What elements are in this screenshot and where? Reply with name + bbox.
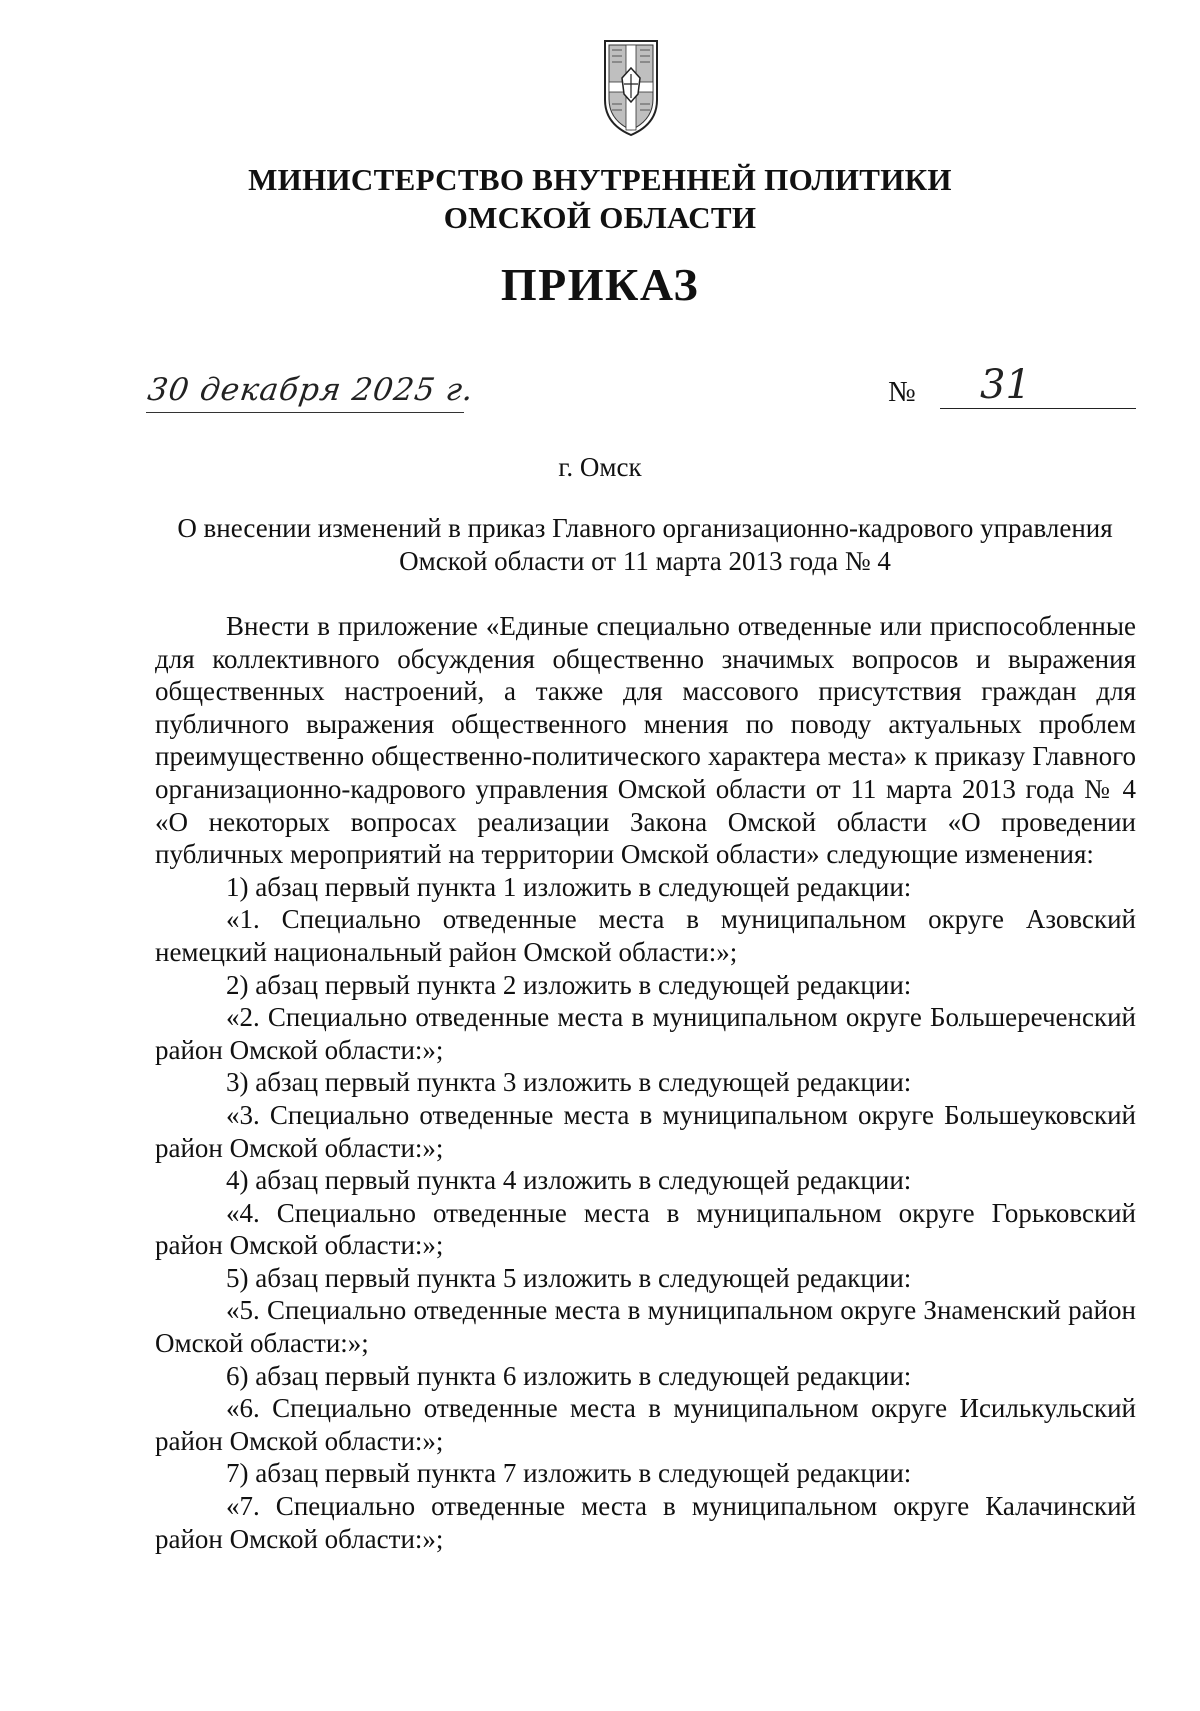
body-paragraph: 3) абзац первый пункта 3 изложить в следующей редакции: bbox=[226, 1067, 912, 1098]
body-paragraph-intro: Внести в приложение «Единые специально отведенные или приспособленные для коллективного обсуждения общественно значимых вопросов и выражения общественных настроений, а также для массового присутствия граждан для публичного выражения общественного мнения по поводу актуальных проблем преимущественно общественно-политического характера места» к приказу Главного организационно-кадрового управления Омской области от 11 марта 2013 года № 4 «О некоторых вопросах реализации Закона Омской области «О проведении публичных мероприятий на территории Омской области» следующие изменения: bbox=[155, 611, 1136, 870]
omsk-region-coat-of-arms-icon bbox=[602, 38, 660, 138]
city-name: г. Омск bbox=[558, 452, 642, 482]
body-paragraph: 5) абзац первый пункта 5 изложить в следующей редакции: bbox=[226, 1262, 912, 1293]
body-paragraph: «7. Специально отведенные места в муниципальном округе Калачинский район Омской области:»; bbox=[155, 1491, 1136, 1554]
document-type-title: ПРИКАЗ bbox=[500, 259, 700, 310]
body-paragraph: 7) абзац первый пункта 7 изложить в следующей редакции: bbox=[226, 1458, 912, 1489]
body-paragraph: «2. Специально отведенные места в муниципальном округе Большереченский район Омской области:»; bbox=[155, 1002, 1136, 1065]
handwritten-number: 31 bbox=[980, 362, 1031, 408]
body-paragraph: 1) абзац первый пункта 1 изложить в следующей редакции: bbox=[226, 871, 912, 902]
ministry-name-line-2: ОМСКОЙ ОБЛАСТИ bbox=[443, 200, 757, 235]
order-subject: О внесении изменений в приказ Главного организационно-кадрового управления Омской области от 11 марта 2013 года № 4 bbox=[177, 513, 1113, 576]
body-paragraph: «4. Специально отведенные места в муниципальном округе Горьковский район Омской области:»; bbox=[155, 1197, 1136, 1261]
body-paragraph: «6. Специально отведенные места в муниципальном округе Исилькульский район Омской области:»; bbox=[155, 1393, 1136, 1456]
body-paragraph: 6) абзац первый пункта 6 изложить в следующей редакции: bbox=[226, 1360, 912, 1391]
body-paragraph: 2) абзац первый пункта 2 изложить в следующей редакции: bbox=[226, 969, 912, 1000]
body-paragraph: «1. Специально отведенные места в муниципальном округе Азовский немецкий национальный район Омской области:»; bbox=[155, 904, 1136, 967]
order-body bbox=[155, 610, 1136, 1555]
ministry-name-line-1: МИНИСТЕРСТВО ВНУТРЕННЕЙ ПОЛИТИКИ bbox=[248, 162, 952, 197]
body-paragraph: «3. Специально отведенные места в муниципальном округе Большеуковский район Омской области:»; bbox=[155, 1099, 1136, 1163]
number-underline bbox=[940, 408, 1136, 409]
number-label: № bbox=[888, 376, 916, 408]
handwritten-date: 30 декабря 2025 г. bbox=[145, 372, 477, 408]
body-paragraph: 4) абзац первый пункта 4 изложить в следующей редакции: bbox=[226, 1165, 912, 1196]
body-paragraph: «5. Специально отведенные места в муниципальном округе Знаменский район Омской области:»; bbox=[155, 1295, 1136, 1359]
date-underline bbox=[146, 412, 464, 413]
